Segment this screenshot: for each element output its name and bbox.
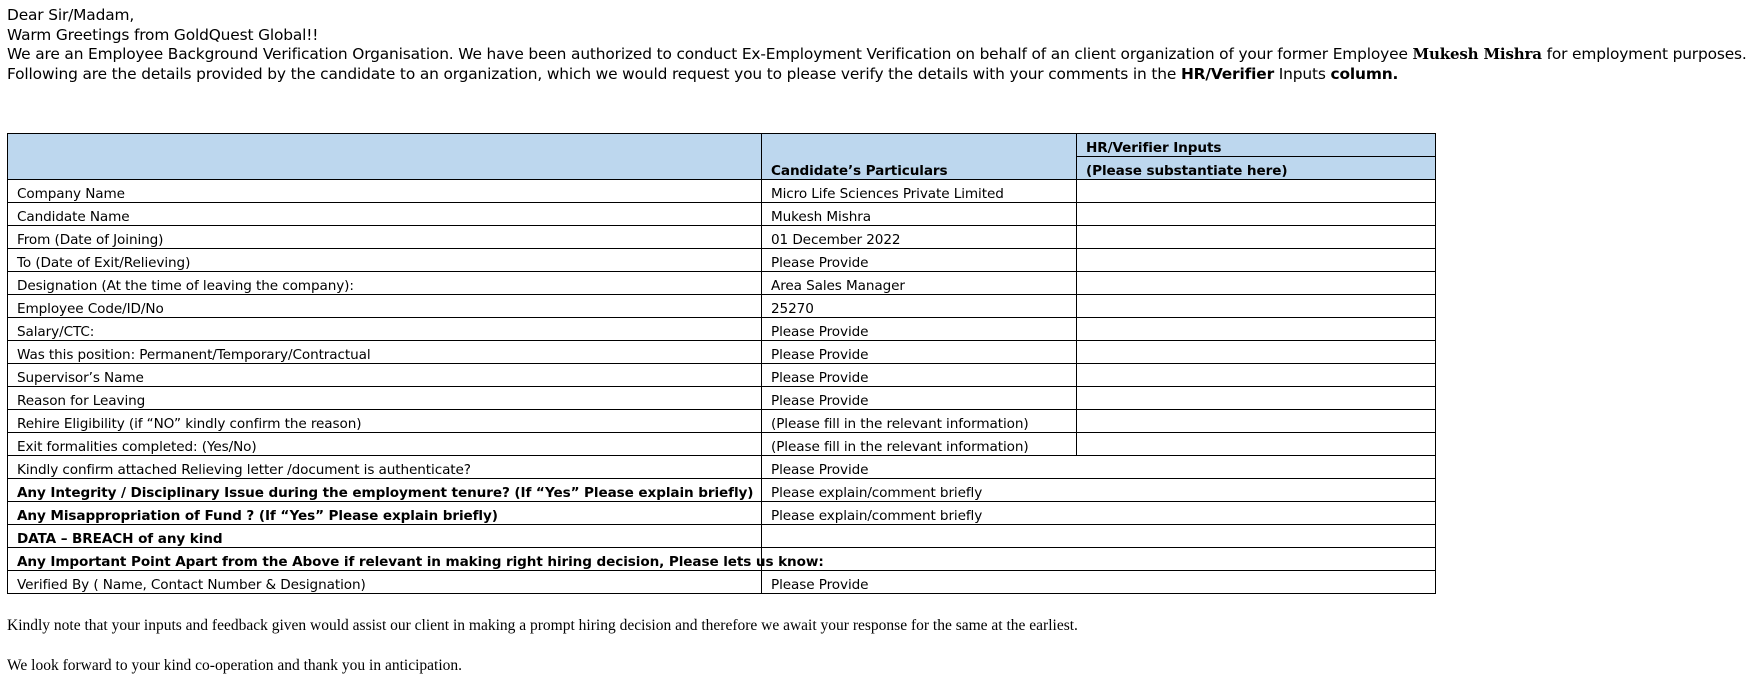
table-row bbox=[8, 249, 1436, 272]
row-label: Candidate Name bbox=[8, 203, 762, 226]
row-value: Micro Life Sciences Private Limited bbox=[762, 180, 1077, 203]
table-row bbox=[8, 433, 1436, 456]
row-value: (Please fill in the relevant information) bbox=[762, 410, 1077, 433]
row-value: (Please fill in the relevant information) bbox=[762, 433, 1077, 456]
para2-text-start: Following are the details provided by the candidate to an organization, which we would request you to please verify the details with your comments in the bbox=[7, 64, 1181, 83]
header-hr-verifier-inputs: HR/Verifier Inputs bbox=[1077, 134, 1436, 157]
row-label: To (Date of Exit/Relieving) bbox=[8, 249, 762, 272]
row-value: Please Provide bbox=[762, 387, 1077, 410]
table-row bbox=[8, 295, 1436, 318]
hr-input-cell[interactable] bbox=[1077, 318, 1436, 341]
row-label: Rehire Eligibility (if “NO” kindly confirm the reason) bbox=[8, 410, 762, 433]
hr-input-cell[interactable] bbox=[1077, 226, 1436, 249]
para1-text-start: We are an Employee Background Verification Organisation. We have been authorized to conduct Ex-Employment Verification on behalf of an client organization of your former Employee bbox=[7, 45, 1413, 63]
table-header-row-top bbox=[8, 134, 1436, 157]
intro-paragraph-1 bbox=[7, 45, 1747, 65]
row-label: Exit formalities completed: (Yes/No) bbox=[8, 433, 762, 456]
row-value: Please Provide bbox=[762, 318, 1077, 341]
greeting: Warm Greetings from GoldQuest Global!! bbox=[7, 25, 319, 44]
row-label: DATA – BREACH of any kind bbox=[8, 525, 762, 548]
table-row bbox=[8, 180, 1436, 203]
salutation: Dear Sir/Madam, bbox=[7, 6, 135, 24]
row-label: Any Important Point Apart from the Above if relevant in making right hiring decision, Please lets us know: bbox=[8, 548, 762, 571]
table-row bbox=[8, 410, 1436, 433]
row-label: Was this position: Permanent/Temporary/Contractual bbox=[8, 341, 762, 364]
row-label: Salary/CTC: bbox=[8, 318, 762, 341]
table-row bbox=[8, 456, 1436, 479]
row-value: Please Provide bbox=[762, 249, 1077, 272]
row-label: Employee Code/ID/No bbox=[8, 295, 762, 318]
candidate-name-inline: Mukesh Mishra bbox=[1412, 45, 1542, 63]
table-row bbox=[8, 525, 1436, 548]
table-row bbox=[8, 272, 1436, 295]
row-label: Company Name bbox=[8, 180, 762, 203]
row-label: From (Date of Joining) bbox=[8, 226, 762, 249]
hr-input-cell[interactable] bbox=[1077, 387, 1436, 410]
hr-input-cell[interactable] bbox=[1077, 410, 1436, 433]
row-value: 01 December 2022 bbox=[762, 226, 1077, 249]
hr-input-cell[interactable] bbox=[1077, 272, 1436, 295]
row-value bbox=[762, 525, 1436, 548]
table-row bbox=[8, 548, 1436, 571]
hr-verifier-bold: HR/Verifier bbox=[1180, 64, 1275, 83]
row-value: Please Provide bbox=[762, 341, 1077, 364]
row-label: Reason for Leaving bbox=[8, 387, 762, 410]
verification-table bbox=[7, 133, 1436, 594]
table-row bbox=[8, 203, 1436, 226]
footer-closing: We look forward to your kind co-operation and thank you in anticipation. bbox=[7, 657, 463, 674]
table-row bbox=[8, 226, 1436, 249]
row-value bbox=[762, 548, 1436, 571]
row-value: Please Provide bbox=[762, 456, 1436, 479]
para2-text-mid: Inputs bbox=[1274, 64, 1331, 83]
hr-input-cell[interactable] bbox=[1077, 364, 1436, 387]
row-value: Please explain/comment briefly bbox=[762, 502, 1436, 525]
hr-input-cell[interactable] bbox=[1077, 341, 1436, 364]
hr-input-cell[interactable] bbox=[1077, 249, 1436, 272]
table-row bbox=[8, 479, 1436, 502]
table-row bbox=[8, 387, 1436, 410]
header-cell-blank bbox=[8, 134, 762, 180]
row-value: Please explain/comment briefly bbox=[762, 479, 1436, 502]
table-row bbox=[8, 571, 1436, 594]
column-bold: column. bbox=[1330, 64, 1399, 83]
row-value: Please Provide bbox=[762, 364, 1077, 387]
row-label: Designation (At the time of leaving the company): bbox=[8, 272, 762, 295]
table-row bbox=[8, 318, 1436, 341]
row-label: Any Misappropriation of Fund ? (If “Yes” Please explain briefly) bbox=[8, 502, 762, 525]
row-label: Kindly confirm attached Relieving letter /document is authenticate? bbox=[8, 456, 762, 479]
row-value: Area Sales Manager bbox=[762, 272, 1077, 295]
row-value: 25270 bbox=[762, 295, 1077, 318]
hr-input-cell[interactable] bbox=[1077, 433, 1436, 456]
table-row bbox=[8, 502, 1436, 525]
header-candidate-particulars: Candidate’s Particulars bbox=[762, 134, 1077, 180]
letter-intro bbox=[7, 6, 1747, 84]
row-label: Any Integrity / Disciplinary Issue during the employment tenure? (If “Yes” Please explain briefly) bbox=[8, 479, 762, 502]
hr-input-cell[interactable] bbox=[1077, 295, 1436, 318]
row-label: Verified By ( Name, Contact Number & Designation) bbox=[8, 571, 762, 594]
hr-input-cell[interactable] bbox=[1077, 203, 1436, 226]
intro-paragraph-2 bbox=[7, 65, 1747, 85]
table-row bbox=[8, 341, 1436, 364]
para1-text-end: for employment purposes. bbox=[1541, 45, 1747, 63]
table-row bbox=[8, 364, 1436, 387]
hr-input-cell[interactable] bbox=[1077, 180, 1436, 203]
row-value: Mukesh Mishra bbox=[762, 203, 1077, 226]
header-substantiate-note: (Please substantiate here) bbox=[1077, 157, 1436, 180]
row-label: Supervisor’s Name bbox=[8, 364, 762, 387]
row-value: Please Provide bbox=[762, 571, 1436, 594]
footer-note: Kindly note that your inputs and feedback given would assist our client in making a prompt hiring decision and therefore we await your response for the same at the earliest. bbox=[7, 617, 1078, 634]
